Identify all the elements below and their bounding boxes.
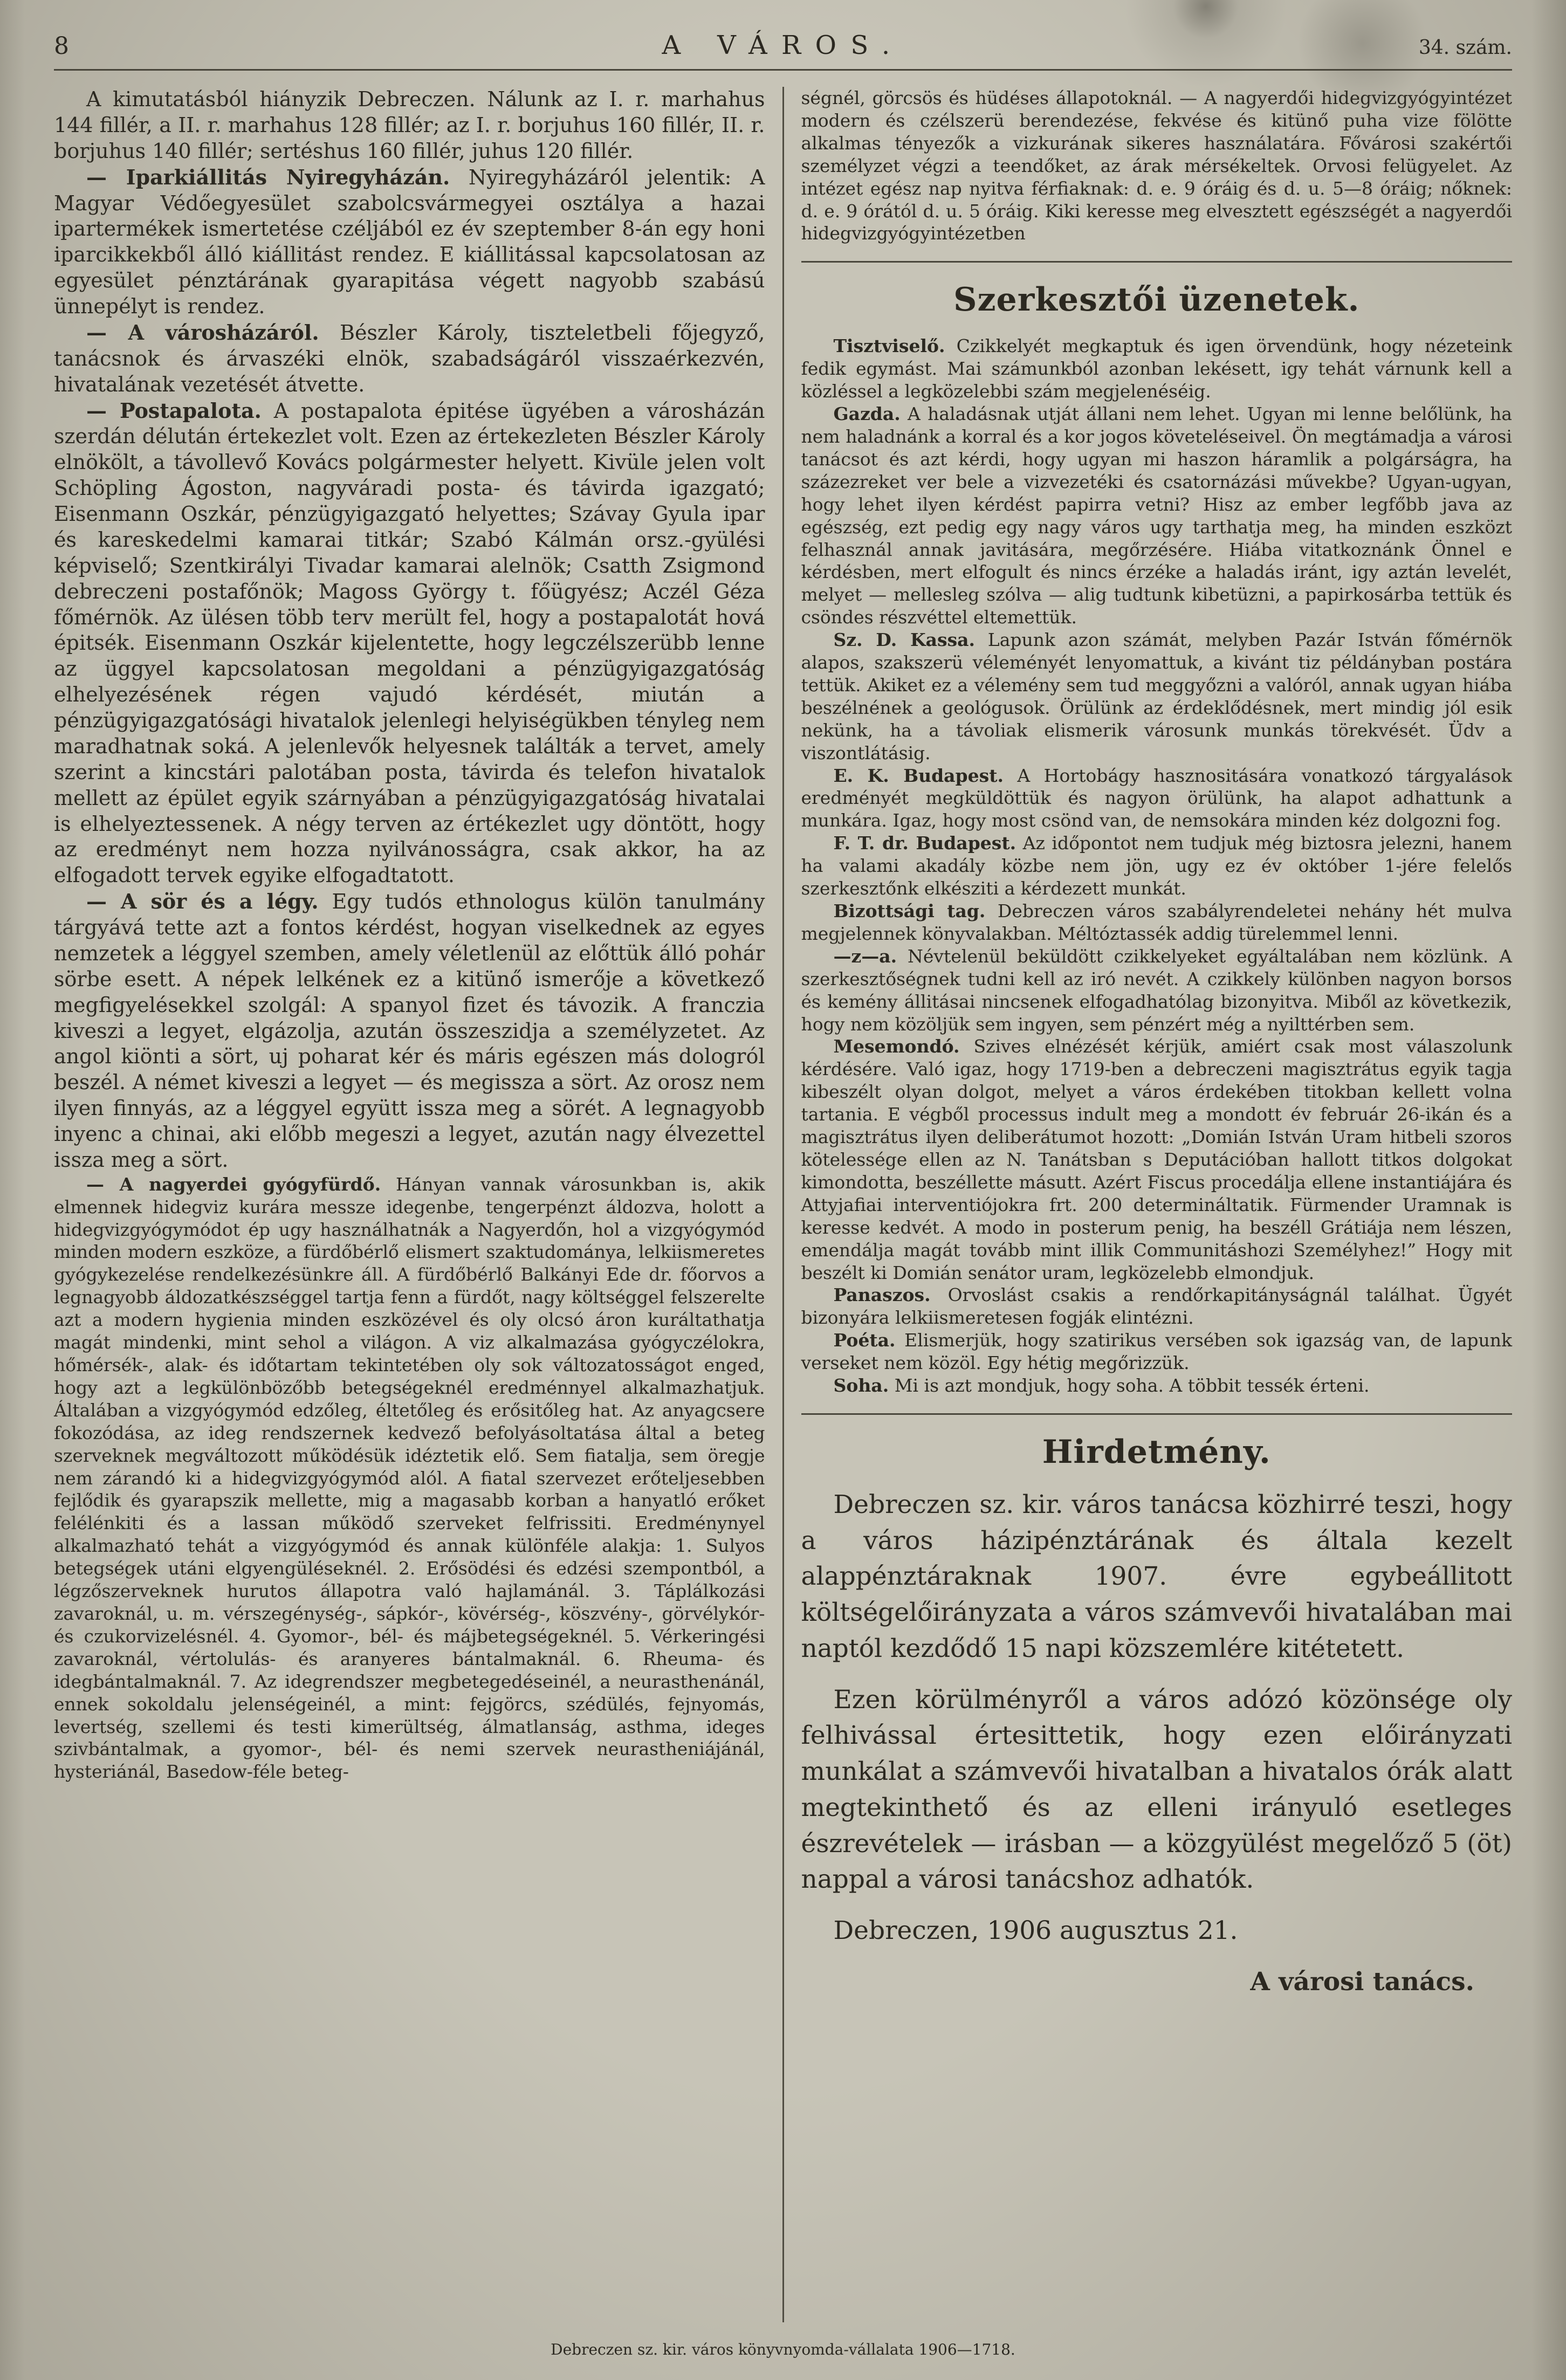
hirdetmeny-paragraph-1: Debreczen sz. kir. város tanácsa közhirré teszi, hogy a város házipénztárának és általa kezelt alappénztáraknak 1907. évre egybeállitott költségelőirányzata a város számvevői hivatalában mai naptól kezdődő 15 napi közszemlére kitétetett. <box>801 1489 1512 1663</box>
right-column <box>801 87 1513 2322</box>
uzenet-poeta: Poéta. Elismerjük, hogy szatirikus versében sok igazság van, de lapunk verseket nem közöl. Egy hétig megőrizzük. <box>801 1330 1512 1374</box>
uzenet-tisztviselo: Tisztviselő. Czikkelyét megkaptuk és igen örvendünk, hogy nézeteink fedik egymást. Mai számunkból azonban lekésett, igy tehát várnunk kell a közléssel a legközelebbi szám megjelenéséig. <box>801 335 1512 402</box>
page-number: 8 <box>54 32 69 60</box>
issue-number: 34. szám. <box>1418 37 1512 59</box>
paragraph-lead: — Postapalota. <box>86 398 262 423</box>
imprint-line: Debreczen sz. kir. város könyvnyomda-vállalata 1906—1718. <box>551 2341 1015 2358</box>
paragraph-lead: —z—a. <box>833 945 897 967</box>
article-postapalota: — Postapalota. A postapalota épitése ügyében a városházán szerdán délután értekezlet volt. Ezen az értekezleten Bészler Károly elnökölt, a távollevő Kovács polgármester helyett. Kivüle jelen volt Schöpling Ágoston, nagyváradi posta- és távirda igazgató; Eisenmann Oszkár, pénzügyigazgató helyettes; Szávay Gyula ipar és kareskedelmi kamarai titkár; Szabó Kálmán orsz.-gyülési képviselő; Szentkirályi Tivadar kamarai alelnök; Csatth Zsigmond debreczeni postafőnök; Magoss György t. főügyész; Aczél Géza főmérnök. Az ülésen több terv merült fel, hogy a postapalotát hová épitsék. Eisenmann Oszkár kijelentette, hogy legczélszerübb lenne az üggyel kapcsolatosan megoldani a pénzügyigazgatóság elhelyezésének régen vajudó kérdését, miután a pénzügyigazgatósági hivatalok jelenlegi helyiségükben tényleg nem maradhatnak soká. A jelenlevők helyesnek találták a tervet, amely szerint a kincstári palotában posta, távirda és telefon hivatalok mellett az épület egyik szárnyában a pénzügyigazgatóság hivatalai is elhelyeztessenek. A négy terven az értékezlet ugy döntött, hogy az eredményt nem hozza nyilvánosságra, csak akkor, ha az elfogadott tervek egyike elfogadtatott. <box>54 398 765 888</box>
paragraph-lead: F. T. dr. Budapest. <box>833 833 1016 854</box>
uzenet-mesemondo: Mesemondó. Szives elnézését kérjük, amiért csak most válaszolunk kérdésére. Való igaz, hogy 1719-ben a debreczeni magisztrátus egyik tagja kibeszélt olyan dolgot, melyet a város érdekében titokban kellett volna tartania. E végből processus indult meg a mondott év február 26-ikán és a magisztrátus ilyen deliberátumot hozott: „Domián István Uram hitbeli szoros kötelessége ellen az N. Tanátsban s Deputációban hallott titkos dolgokat kimondotta, beszéllette másutt. Azért Fiscus procedálja ellene instantiájára és Attyjafiai interventiójokra frt. 200 determináltatik. Fürmender Uramnak is keresse kedvét. A modo in posterum penig, ha beszéll Grátiája nem lészen, emendálja magát tovább mint illik Communitáshozi Személyhez!” Hogy mit beszélt ki Domián senátor uram, legközelebb elmondjuk. <box>801 1036 1512 1283</box>
uzenet-z-a: —z—a. Névtelenül beküldött czikkelyeket egyáltalában nem közlünk. A szerkesztőségnek tudni kell az iró nevét. A czikkely különben nagyon borsos és kemény állitásai nincsenek elfogadhatólag bizonyitva. Miből az következik, hogy nem közöljük sem ingyen, sem pénzért még a nyilttérben sem. <box>801 945 1512 1035</box>
paragraph-lead: Poéta. <box>833 1330 896 1351</box>
paragraph-lead: A városi tanács. <box>1250 1966 1474 1997</box>
article-nagyerdei-continuation: ségnél, görcsös és hüdéses állapotoknál. — A nagyerdői hidegvizgyógyintézet modern és czélszerü berendezése, fekvése és kitünő puha vize fölötte alkalmas tényezők a vizkurának sikeres használatára. Fővárosi szakértői személyzet végzi a teendőket, az árak mérsékeltek. Orvosi felügyelet. Az intézet egész nap nyitva férfiaknak: d. e. 9 óráig és d. u. 5—8 óráig; nőknek: d. e. 9 órától d. u. 5 óráig. Kiki keresse meg elvesztett egészségét a nagyerdői hidegvizgyógyintézetben <box>801 87 1512 244</box>
uzenet-soha: Soha. Mi is azt mondjuk, hogy soha. A többit tessék érteni. <box>833 1375 1370 1397</box>
header-rule <box>54 69 1512 71</box>
masthead-title: A VÁROS. <box>662 30 904 60</box>
paragraph-lead: Gazda. <box>833 403 901 425</box>
paragraph-lead: Sz. D. Kassa. <box>833 629 976 651</box>
left-column <box>54 87 765 2322</box>
uzenet-gazda: Gazda. A haladásnak utját állani nem lehet. Ugyan mi lenne belőlünk, ha nem haladnánk a korral és a kor jogos követeléseivel. Ön megtámadja a városi tanácsot és azt kérdi, hogy ugyan mi haszon háramlik a polgárságra, ha százezreket ver bele a vizvezetéki és csatornázási művekbe? Ugyan-ugyan, hogy lehet ilyen kérdést papirra vetni? Hisz az ember legfőbb java az egészség, ezt pedig egy nagy város ugy tarthatja meg, ha minden eszközt felhasznál annak javitására, megőrzésére. Hiába vitatkoznánk Önnel e kérdésben, mert elfogult és nincs érzéke a haladás iránt, igy aztán levelét, melyet — mellesleg szólva — alig tudtunk kibetüzni, a papirkosárba tettük és csöndes részvéttel eltemettük. <box>801 403 1512 628</box>
section-rule <box>801 261 1513 263</box>
paragraph-lead: Tisztviselő. <box>833 335 945 357</box>
paragraph-lead: Mesemondó. <box>833 1036 960 1057</box>
hirdetmeny-signature <box>801 1964 1513 2000</box>
article-hus-arak-continuation: A kimutatásból hiányzik Debreczen. Nálunk az I. r. marhahus 144 fillér, a II. r. marhahus 128 fillér; az I. r. borjuhus 160 fillér, II. r. borjuhus 140 fillér; sertéshus 160 fillér, juhus 120 fillér. <box>54 87 765 163</box>
section-heading-hirdetmeny: Hirdetmény. <box>1042 1433 1271 1471</box>
article-iparkiallitas: — Iparkiállitás Nyiregyházán. Nyiregyházáról jelentik: A Magyar Védőegyesület szabolcsvármegyei osztálya a hazai ipartermékek ismertetése czéljából ez év szeptember 8-án egy honi iparcikkekből álló kiállitást rendez. E kiállitással kapcsolatosan az egyesület pénztárának gyarapitása végett nagyobb szabású ünnepélyt is rendez. <box>54 164 765 318</box>
hirdetmeny-paragraph-2: Ezen körülményről a város adózó közönsége oly felhivással értesittetik, hogy ezen előirányzati munkálat a számvevői hivatalban a hivatalos órák alatt megtekinthető és az elleni irányuló esetleges észrevételek — irásban — a közgyülést megelőző 5 (öt) nappal a városi tanácshoz adhatók. <box>801 1684 1512 1895</box>
paragraph-lead: E. K. Budapest. <box>833 765 1004 786</box>
paragraph-lead: Soha. <box>833 1375 889 1397</box>
page-footer <box>54 2322 1512 2358</box>
paragraph-lead: — A sör és a légy. <box>86 889 319 914</box>
paragraph-lead: Panaszos. <box>833 1284 931 1306</box>
hirdetmeny-date: Debreczen, 1906 augusztus 21. <box>833 1916 1238 1946</box>
page-header <box>54 30 1512 60</box>
uzenet-e-k-budapest: E. K. Budapest. A Hortobágy hasznositására vonatkozó tárgyalások eredményét megküldöttük és nagyon örülünk, ha alapot adhattunk a munkára. Igaz, hogy most csönd van, de nemsokára minden kéz dolgozni fog. <box>801 765 1512 831</box>
section-heading-szerkesztoi-uzenetek: Szerkesztői üzenetek. <box>953 281 1360 319</box>
article-columns <box>54 87 1512 2322</box>
paragraph-lead: Bizottsági tag. <box>833 900 986 921</box>
paragraph-lead: — A városházáról. <box>86 320 319 345</box>
section-rule <box>801 1413 1513 1415</box>
paragraph-lead: — A nagyerdei gyógyfürdő. <box>86 1173 381 1195</box>
column-divider <box>782 87 784 2322</box>
article-nagyerdei-gyogyfurdo: — A nagyerdei gyógyfürdő. Hányan vannak városunkban is, akik elmennek hidegviz kurára messze idegenbe, tengerpénzt áldozva, holott a hidegvizgyógymódot ép ugy használhatnák a Nagyerdőn, hol a vizgyógymód minden modern eszköze, a fürdőbérlő elismert szaktudománya, lelkiismeretes gyógykezelése rendelkezésünkre áll. A fürdőbérlő Balkányi Ede dr. főorvos a legnagyobb áldozatkészséggel tartja fenn a fürdőt, nagy költséggel felszerelte azt a modern hygienia minden eszközével és oly olcsó áron kuráltathatja magát mindenki, mint sehol a világon. A viz alkalmazása gyógyczélokra, hőmérsék-, alak- és időtartam tekintetében oly sok változatosságot enged, hogy azt a legkülönbözőbb betegségeknél eredménnyel alkalmazhatjuk. Általában a vizgyógymód edzőleg, éltetőleg és erősitőleg hat. Az anyagcsere fokozódása, az ideg rendszernek kedvező befolyásoltatása által a beteg szerveknek megváltozott működésük idéztetik elő. Sem fiatalja, sem öregje nem zárandó ki a hidegvizgyógymód alól. A fiatal szervezet erőteljesebben fejlődik és gyarapszik mellette, mig a magasabb korban a hanyatló erőket felélénkiti és a lassan működő szerveket felfrissiti. Eredménynyel alkalmazható tehát a vizgyógymód és annak különféle alakja: 1. Sulyos betegségek utáni elgyengüléseknél. 2. Erősödési és edzési szempontból, a légzőszerveknek hurutos állapotra való hajlamánál. 3. Táplálkozási zavaroknál, u. m. vérszegénység-, sápkór-, kövérség-, köszvény-, görvélykór- és czukorvizelésnél. 4. Gyomor-, bél- és májbetegségeknél. 5. Vérkeringési zavaroknál, vértolulás- és aranyeres bántalmaknál. 6. Rheuma- és idegbántalmaknál. 7. Az idegrendszer megbetegedéseinél, a neurasthenánál, ennek sokoldalu jelenségeinél, a mint: fejgörcs, szédülés, fejnyomás, levertség, szellemi és testi kimerültség, álmatlanság, asthma, ideges szivbántalmak, a gyomor-, bél- és nemi szervek neurastheniájánál, hysteriánál, Basedow-féle beteg- <box>54 1173 765 1783</box>
uzenet-f-t-dr-budapest: F. T. dr. Budapest. Az időpontot nem tudjuk még biztosra jelezni, hanem ha valami akadály közbe nem jön, ugy ez év október 1-jére felelős szerkesztőnk elkésziti a kérdezett munkát. <box>801 833 1512 899</box>
uzenet-bizottsagi-tag: Bizottsági tag. Debreczen város szabályrendeletei nehány hét mulva megjelennek könyvalakban. Méltóztassék addig türelemmel lenni. <box>801 900 1512 944</box>
uzenet-panaszos: Panaszos. Orvoslást csakis a rendőrkapitányságnál találhat. Ügyét bizonyára lelkiismeretesen fogják elintézni. <box>801 1284 1512 1329</box>
article-sor-es-legy: — A sör és a légy. Egy tudós ethnologus külön tanulmány tárgyává tette azt a fontos kérdést, hogyan viselkednek az egyes nemzetek a léggyel szemben, amely véletlenül az előttük álló pohár sörbe esett. A népek lelkének ez a kitünő ismerője a következő megfigyelésekkel szolgál: A spanyol fizet és távozik. A franczia kiveszi a legyet, elgázolja, azután összeszidja a személyzetet. Az angol kiönti a sört, uj poharat kér és máris egészen más dologról beszél. A német kiveszi a legyet — és megissza a sört. Az orosz nem ilyen finnyás, az a léggyel együtt issza meg a sörét. A legnagyobb inyenc a chinai, aki előbb megeszi a legyet, azután nagy élvezettel issza meg a sört. <box>54 889 765 1172</box>
uzenet-sz-d-kassa: Sz. D. Kassa. Lapunk azon számát, melyben Pazár István főmérnök alapos, szakszerü véleményét lenyomattuk, a kivánt tiz példányban postára tettük. Akiket ez a vélemény sem tud meggyőzni a valóról, annak ugyan hiába beszélnének a geológusok. Örülünk az érdeklődésnek, mert mindig jól esik nekünk, ha a távoliak elismerik városunk munkás törekvését. Üdv a viszontlátásig. <box>801 629 1513 763</box>
paragraph-lead: — Iparkiállitás Nyiregyházán. <box>86 164 450 189</box>
article-varoshazarol: — A városházáról. Bészler Károly, tiszteletbeli főjegyző, tanácsnok és árvaszéki elnök, szabadságáról visszaérkezvén, hivatalának vezetését átvette. <box>54 320 765 396</box>
